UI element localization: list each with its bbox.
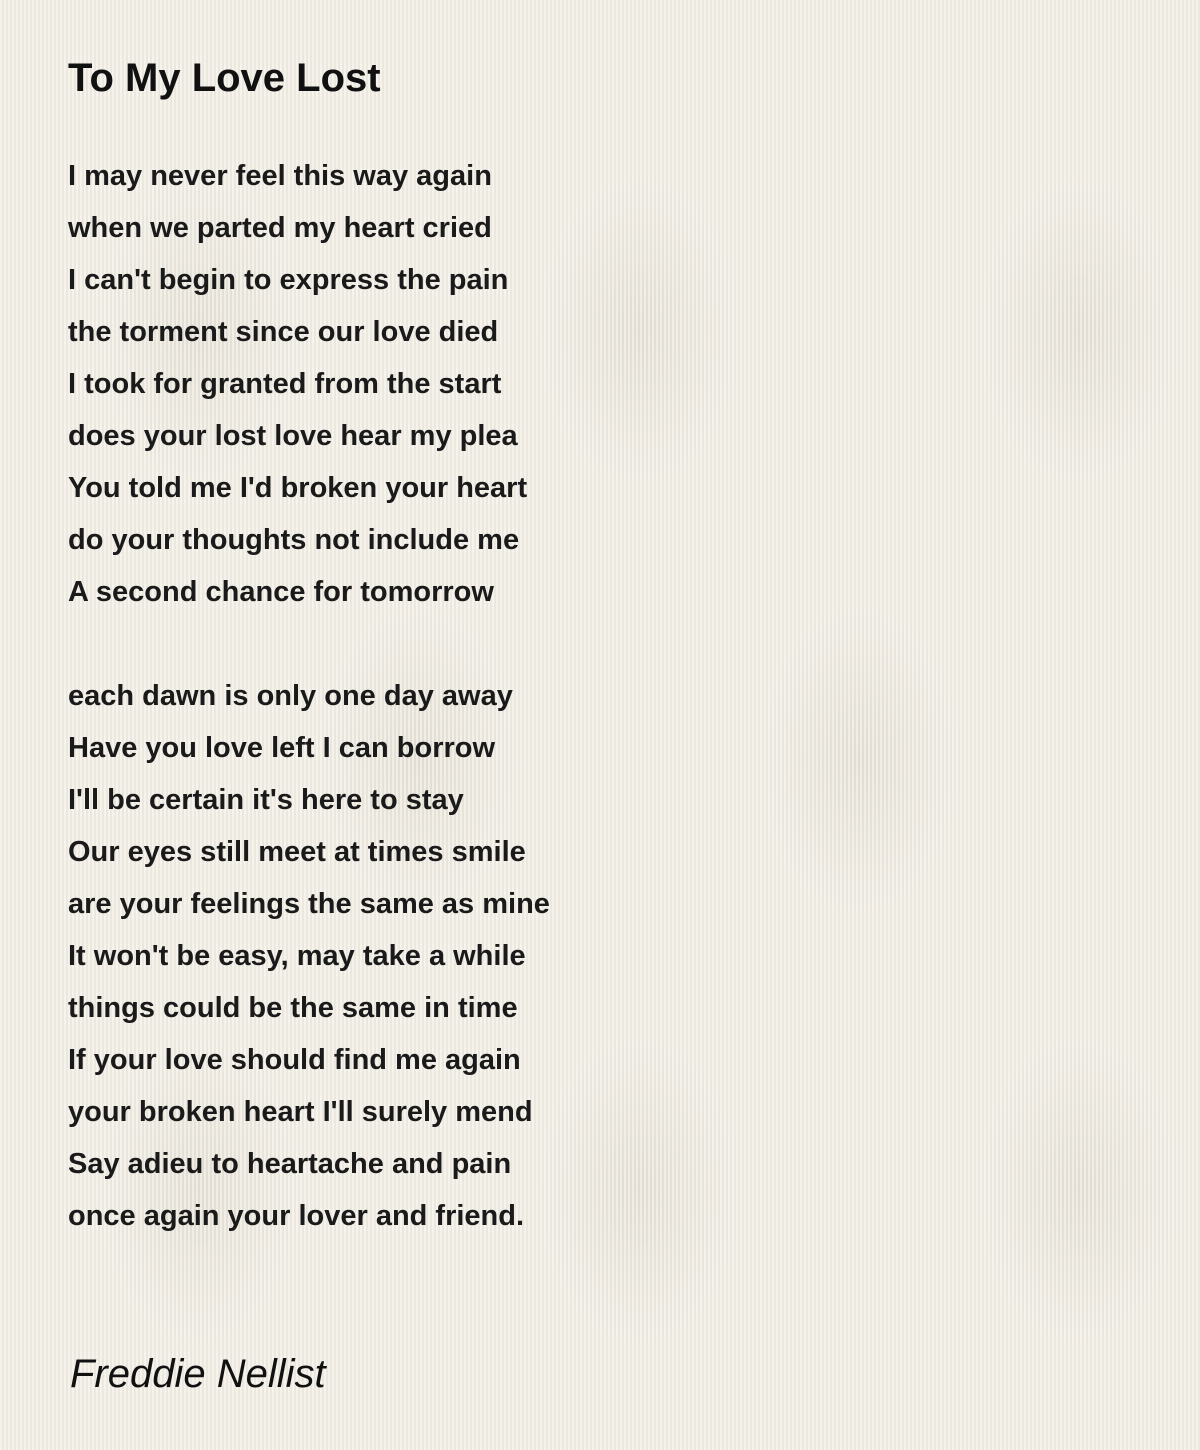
poem-line: Have you love left I can borrow: [68, 732, 496, 764]
poem-line: when we parted my heart cried: [68, 212, 492, 244]
poem-line: I took for granted from the start: [68, 368, 502, 400]
poem-line: I can't begin to express the pain: [68, 264, 509, 296]
poem-line: I may never feel this way again: [68, 160, 492, 192]
poem-line: You told me I'd broken your heart: [68, 472, 528, 504]
poem-line: A second chance for tomorrow: [68, 576, 494, 608]
poem-line: Say adieu to heartache and pain: [68, 1148, 512, 1180]
poem-body: [68, 150, 1148, 1242]
poem-line: I'll be certain it's here to stay: [68, 784, 464, 816]
stanza-break: [68, 618, 1148, 670]
poem-line: each dawn is only one day away: [68, 680, 513, 712]
poem-line: the torment since our love died: [68, 316, 499, 348]
poem-line: your broken heart I'll surely mend: [68, 1096, 533, 1128]
poem-line: things could be the same in time: [68, 992, 518, 1024]
poem-line: are your feelings the same as mine: [68, 888, 550, 920]
poem-line: Our eyes still meet at times smile: [68, 836, 526, 868]
poem-title: To My Love Lost: [68, 56, 381, 100]
poem-line: does your lost love hear my plea: [68, 420, 518, 452]
poem-line: do your thoughts not include me: [68, 524, 520, 556]
poem-line: If your love should find me again: [68, 1044, 521, 1076]
poem-author: Freddie Nellist: [70, 1352, 326, 1396]
poem-line: once again your lover and friend.: [68, 1200, 525, 1232]
poem-line: It won't be easy, may take a while: [68, 940, 526, 972]
